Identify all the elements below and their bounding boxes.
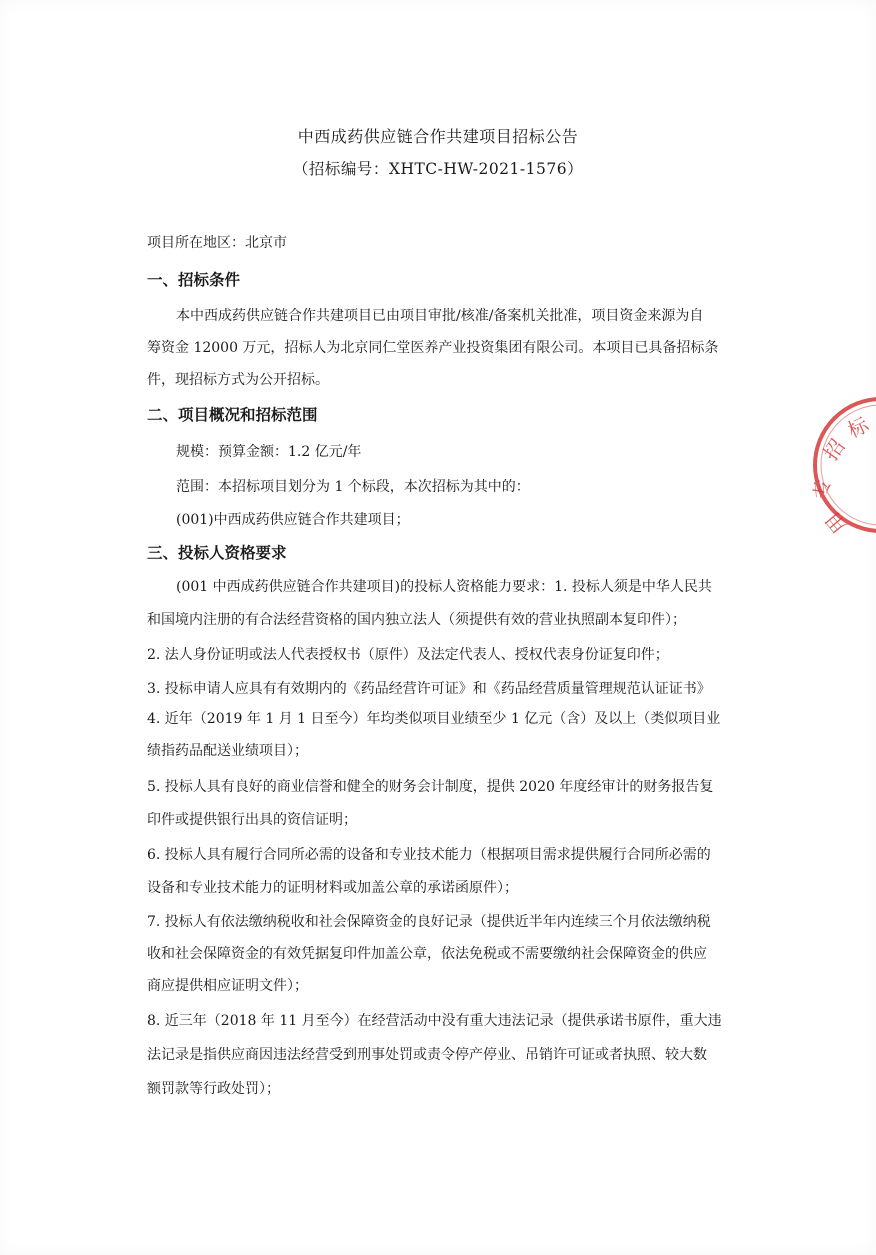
svg-text:标: 标 bbox=[843, 412, 873, 443]
section-1-line: 筹资金 12000 万元，招标人为北京同仁堂医养产业投资集团有限公司。本项目已具备招标条 bbox=[147, 340, 719, 356]
project-location: 项目所在地区：北京市 bbox=[147, 235, 287, 251]
project-scope: 范围：本招标项目划分为 1 个标段，本次招标为其中的： bbox=[176, 479, 530, 495]
requirement-line: 印件或提供银行出具的资信证明； bbox=[147, 812, 357, 828]
requirement-line: (001 中西成药供应链合作共建项目)的投标人资格能力要求：1. 投标人须是中华人民共 bbox=[176, 579, 712, 595]
section-1-line: 件，现招标方式为公开招标。 bbox=[147, 372, 329, 388]
document-title: 中西成药供应链合作共建项目招标公告 bbox=[297, 127, 579, 146]
requirement-line: 2. 法人身份证明或法人代表授权书（原件）及法定代表人、授权代表身份证复印件； bbox=[147, 647, 669, 663]
document-subtitle: （招标编号：XHTC-HW-2021-1576） bbox=[292, 160, 584, 178]
requirement-line: 8. 近三年（2018 年 11 月至今）在经营活动中没有重大违法记录（提供承诺书原件，重大违 bbox=[147, 1013, 722, 1029]
requirement-line: 设备和专业技术能力的证明材料或加盖公章的承诺函原件）； bbox=[147, 880, 518, 896]
svg-text:招: 招 bbox=[818, 434, 850, 465]
requirement-line: 绩指药品配送业绩项目）； bbox=[147, 743, 308, 759]
section-2-heading: 二、项目概况和招标范围 bbox=[147, 406, 318, 424]
requirement-line: 法记录是指供应商因违法经营受到刑事处罚或责令停产停业、吊销许可证或者执照、较大数 bbox=[147, 1047, 707, 1063]
official-seal-icon bbox=[806, 390, 876, 540]
section-1-heading: 一、招标条件 bbox=[147, 271, 241, 289]
requirement-line: 和国境内注册的有合法经营资格的国内独立法人（须提供有效的营业执照副本复印件）； bbox=[147, 612, 686, 628]
section-3-heading: 三、投标人资格要求 bbox=[147, 544, 287, 562]
requirement-line: 5. 投标人具有良好的商业信誉和健全的财务会计制度，提供 2020 年度经审计的财务报告复 bbox=[147, 779, 714, 795]
requirement-line: 3. 投标申请人应具有有效期内的《药品经营许可证》和《药品经营质量管理规范认证证书》 bbox=[147, 681, 711, 697]
requirement-line: 收和社会保障资金的有效凭据复印件加盖公章，依法免税或不需要缴纳社会保障资金的供应 bbox=[147, 946, 707, 962]
requirement-line: 额罚款等行政处罚）； bbox=[147, 1081, 280, 1097]
requirement-line: 6. 投标人具有履行合同所必需的设备和专业技术能力（根据项目需求提供履行合同所必需的 bbox=[147, 847, 711, 863]
svg-text:专: 专 bbox=[809, 477, 835, 500]
project-scale: 规模：预算金额：1.2 亿元/年 bbox=[176, 444, 362, 460]
requirement-line: 4. 近年（2019 年 1 月 1 日至今）年均类似项目业绩至少 1 亿元（含）及以上（类似项目业 bbox=[147, 711, 721, 727]
section-1-line: 本中西成药供应链合作共建项目已由项目审批/核准/备案机关批准，项目资金来源为自 bbox=[176, 308, 704, 324]
requirement-line: 商应提供相应证明文件）； bbox=[147, 978, 308, 994]
svg-text:用: 用 bbox=[820, 507, 852, 539]
requirement-line: 7. 投标人有依法缴纳税收和社会保障资金的良好记录（提供近半年内连续三个月依法缴纳税 bbox=[147, 914, 711, 930]
project-lot: (001)中西成药供应链合作共建项目； bbox=[176, 512, 410, 528]
